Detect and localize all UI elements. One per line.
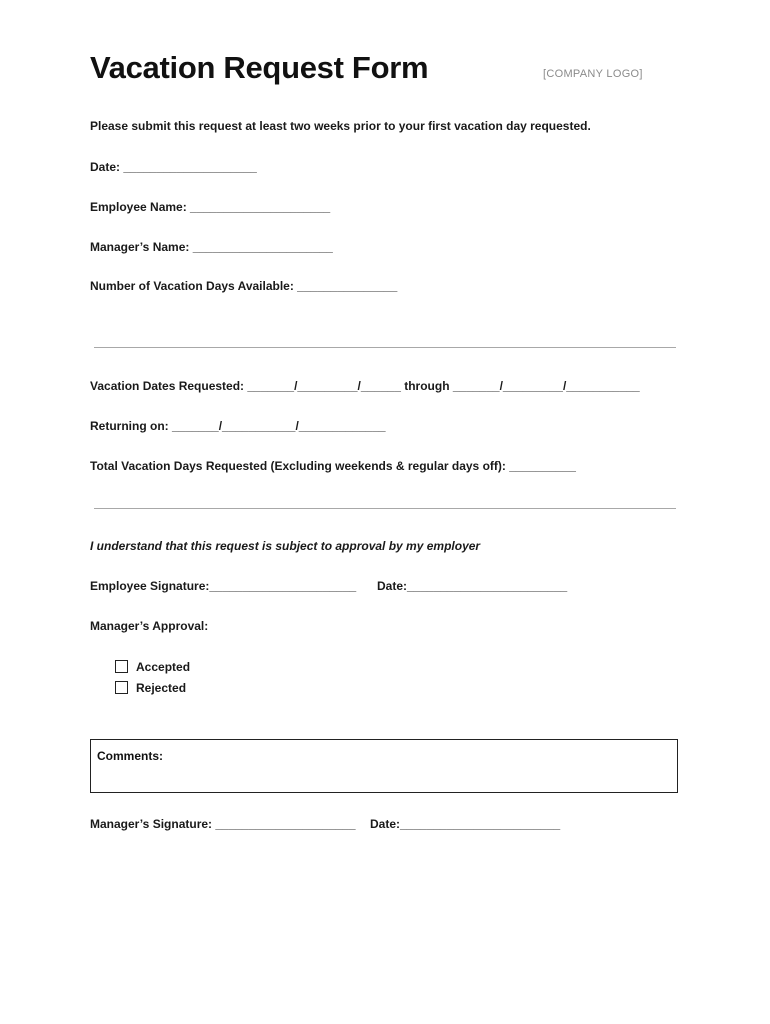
employee-signature-field[interactable]: Employee Signature:______________________ — [90, 579, 357, 593]
manager-signature-date-field[interactable]: Date:________________________ — [370, 817, 561, 831]
accepted-label: Accepted — [136, 660, 191, 674]
section-divider — [94, 347, 676, 348]
company-logo-placeholder: [COMPANY LOGO] — [543, 68, 643, 80]
form-title: Vacation Request Form — [90, 50, 429, 85]
total-vacation-days-field[interactable]: Total Vacation Days Requested (Excluding weekends & regular days off): __________ — [90, 459, 576, 473]
returning-on-field[interactable]: Returning on: _______/___________/_____________ — [90, 419, 386, 433]
manager-name-field[interactable]: Manager’s Name: _____________________ — [90, 240, 333, 254]
approval-acknowledgement-text: I understand that this request is subject to approval by my employer — [90, 539, 481, 553]
rejected-checkbox[interactable] — [115, 681, 128, 694]
vacation-days-available-field[interactable]: Number of Vacation Days Available: _______________ — [90, 279, 398, 293]
accepted-checkbox[interactable] — [115, 660, 128, 673]
comments-label: Comments: — [97, 749, 164, 763]
employee-signature-date-field[interactable]: Date:________________________ — [377, 579, 568, 593]
rejected-label: Rejected — [136, 681, 187, 695]
comments-box[interactable] — [90, 739, 678, 793]
instructions-text: Please submit this request at least two weeks prior to your first vacation day requested. — [90, 119, 591, 133]
manager-signature-field[interactable]: Manager’s Signature: _____________________ — [90, 817, 356, 831]
vacation-dates-requested-field[interactable]: Vacation Dates Requested: _______/_________/______ through _______/_________/___________ — [90, 379, 640, 393]
manager-approval-label: Manager’s Approval: — [90, 619, 209, 633]
employee-name-field[interactable]: Employee Name: _____________________ — [90, 200, 331, 214]
date-field[interactable]: Date: ____________________ — [90, 160, 257, 174]
section-divider — [94, 508, 676, 509]
